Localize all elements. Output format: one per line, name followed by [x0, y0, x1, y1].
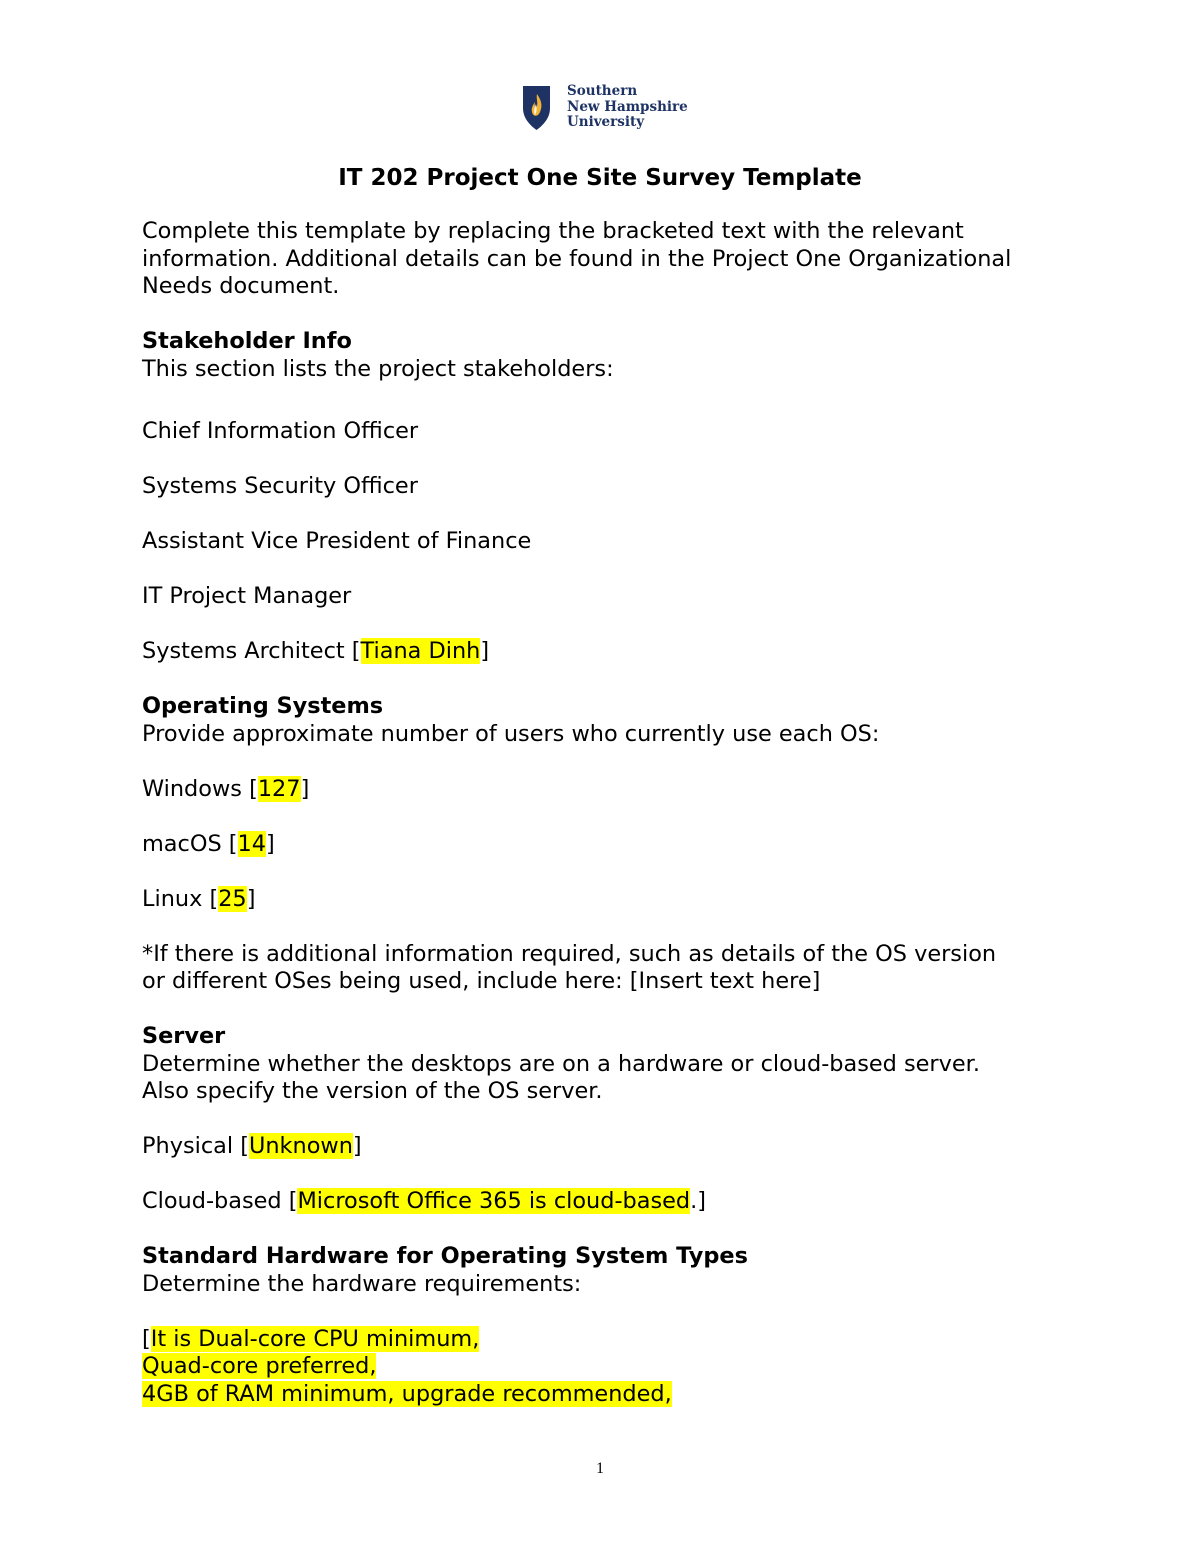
stakeholder-heading: Stakeholder Info — [142, 328, 352, 354]
shield-flame-icon — [521, 84, 561, 132]
linux-line: Linux [25] — [142, 885, 256, 912]
hardware-line — [142, 1353, 1072, 1381]
macos-line: macOS [14] — [142, 830, 275, 857]
logo-line: New Hampshire — [567, 98, 688, 115]
cloud-label: Cloud-based — [142, 1188, 282, 1214]
document-title: IT 202 Project One Site Survey Template — [338, 165, 862, 191]
macos-label: macOS — [142, 830, 222, 857]
architect-value: Tiana Dinh — [360, 638, 481, 664]
architect-label: Systems Architect — [142, 638, 345, 664]
hardware-heading: Standard Hardware for Operating System Types — [142, 1243, 748, 1269]
linux-label: Linux — [142, 885, 203, 912]
hardware-value: It is Dual-core CPU minimum, — [150, 1325, 480, 1352]
windows-value: 127 — [257, 775, 301, 802]
hardware-line: [It is Dual-core CPU minimum, — [142, 1325, 480, 1352]
physical-line: Physical [Unknown] — [142, 1133, 362, 1159]
windows-line: Windows [127] — [142, 775, 310, 802]
os-note-line: *If there is additional information required, such as details of the OS version — [142, 940, 997, 967]
logo-line: University — [567, 114, 645, 130]
server-description: Determine whether the desktops are on a hardware or cloud-based server. — [142, 1050, 980, 1077]
hardware-value: Quad-core preferred, — [142, 1353, 377, 1379]
macos-value: 14 — [237, 830, 267, 857]
logo-wordmark — [567, 84, 697, 131]
os-heading: Operating Systems — [142, 693, 384, 719]
snhu-logo — [521, 84, 691, 134]
hardware-description: Determine the hardware requirements: — [142, 1270, 582, 1297]
physical-value: Unknown — [248, 1133, 353, 1159]
stakeholder-item: IT Project Manager — [142, 583, 352, 609]
stakeholder-description: This section lists the project stakeholders: — [142, 355, 614, 382]
page-number: 1 — [596, 1460, 604, 1477]
stakeholder-item: Chief Information Officer — [142, 418, 419, 444]
intro-line: information. Additional details can be found in the Project One Organizational — [142, 245, 1012, 272]
os-note-line: or different OSes being used, include here: [Insert text here] — [142, 968, 821, 994]
server-description: Also specify the version of the OS server. — [142, 1078, 603, 1104]
stakeholder-item: Systems Security Officer — [142, 473, 418, 499]
architect-line: Systems Architect [Tiana Dinh] — [142, 638, 490, 664]
stakeholder-item: Assistant Vice President of Finance — [142, 528, 532, 554]
hardware-value: 4GB of RAM minimum, upgrade recommended, — [142, 1380, 672, 1407]
linux-value: 25 — [218, 885, 247, 912]
hardware-line — [142, 1381, 1072, 1409]
intro-line: Needs document. — [142, 273, 340, 299]
cloud-line: Cloud-based [Microsoft Office 365 is cloud-based.] — [142, 1188, 706, 1214]
physical-label: Physical — [142, 1133, 234, 1159]
server-heading: Server — [142, 1023, 226, 1049]
intro-line: Complete this template by replacing the bracketed text with the relevant — [142, 218, 964, 244]
document-body — [142, 218, 1072, 1408]
os-description: Provide approximate number of users who currently use each OS: — [142, 720, 880, 747]
logo-line: Southern — [567, 83, 638, 99]
windows-label: Windows — [142, 775, 242, 802]
cloud-value: Microsoft Office 365 is cloud-based — [297, 1188, 691, 1214]
